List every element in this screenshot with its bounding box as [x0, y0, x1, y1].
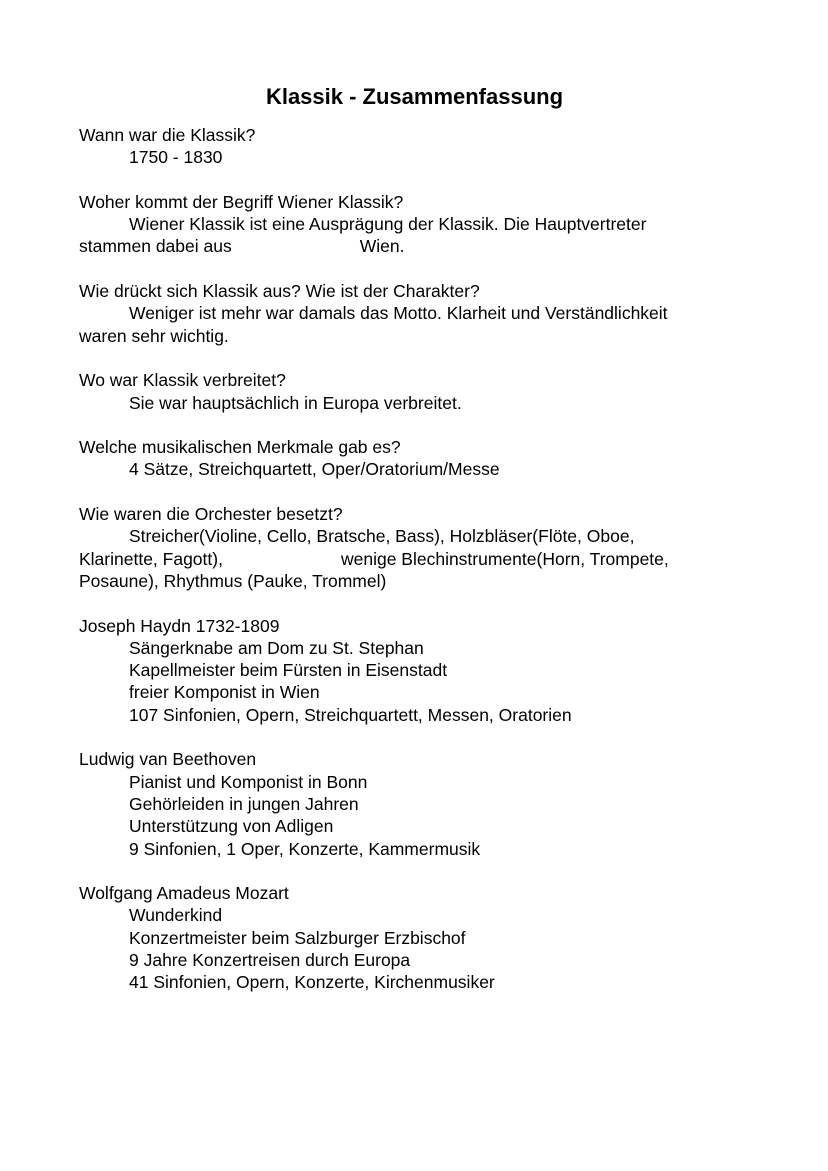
haydn-fact: Sängerknabe am Dom zu St. Stephan: [129, 637, 424, 658]
section-mozart: [79, 882, 750, 993]
mozart-fact: Konzertmeister beim Salzburger Erzbischof: [129, 927, 466, 948]
beethoven-fact: Pianist und Komponist in Bonn: [129, 771, 368, 792]
section-haydn: [79, 615, 750, 726]
answer-charakter-line1: Weniger ist mehr war damals das Motto. Klarheit und Verständlichkeit: [129, 303, 668, 324]
section-wann: [79, 124, 750, 169]
question-wann: Wann war die Klassik?: [79, 125, 256, 145]
beethoven-fact: Gehörleiden in jungen Jahren: [129, 793, 359, 814]
mozart-fact: 41 Sinfonien, Opern, Konzerte, Kirchenmusiker: [129, 972, 495, 993]
answer-verbreitung: Sie war hauptsächlich in Europa verbreitet.: [129, 392, 462, 413]
question-orchester: Wie waren die Orchester besetzt?: [79, 504, 343, 525]
mozart-fact: Wunderkind: [129, 905, 223, 926]
question-charakter: Wie drückt sich Klassik aus? Wie ist der Charakter?: [79, 281, 480, 302]
composer-heading-mozart: Wolfgang Amadeus Mozart: [79, 883, 289, 904]
answer-orchester-line2-part2: wenige Blechinstrumente(Horn, Trompete,: [340, 548, 669, 569]
composer-heading-haydn: Joseph Haydn 1732-1809: [79, 615, 280, 636]
haydn-fact: freier Komponist in Wien: [129, 682, 320, 703]
question-merkmale: Welche musikalischen Merkmale gab es?: [79, 437, 401, 458]
answer-merkmale: 4 Sätze, Streichquartett, Oper/Oratorium/Messe: [129, 459, 500, 480]
haydn-fact: Kapellmeister beim Fürsten in Eisenstadt: [129, 660, 448, 681]
haydn-fact: 107 Sinfonien, Opern, Streichquartett, Messen, Oratorien: [129, 704, 572, 725]
answer-woher-line1: Wiener Klassik ist eine Ausprägung der Klassik. Die Hauptvertreter: [129, 214, 647, 235]
answer-orchester-line3: Posaune), Rhythmus (Pauke, Trommel): [79, 570, 387, 591]
section-charakter: [79, 280, 750, 347]
page-title: Klassik - Zusammenfassung: [265, 84, 564, 109]
question-verbreitung: Wo war Klassik verbreitet?: [79, 370, 286, 391]
question-woher: Woher kommt der Begriff Wiener Klassik?: [79, 191, 404, 212]
answer-wann: 1750 - 1830: [129, 147, 223, 168]
answer-woher-line2: [79, 235, 750, 257]
answer-woher-line2-part2: Wien.: [359, 236, 405, 257]
beethoven-fact: Unterstützung von Adligen: [129, 816, 334, 837]
answer-orchester-line2: [79, 548, 750, 570]
section-woher: [79, 191, 750, 258]
beethoven-fact: 9 Sinfonien, 1 Oper, Konzerte, Kammermusik: [129, 838, 481, 859]
mozart-fact: 9 Jahre Konzertreisen durch Europa: [129, 949, 411, 970]
answer-orchester-line1: Streicher(Violine, Cello, Bratsche, Bass), Holzbläser(Flöte, Oboe,: [129, 526, 635, 547]
section-merkmale: [79, 436, 750, 481]
answer-woher-line2-part1: stammen dabei aus: [79, 236, 232, 257]
section-verbreitung: [79, 369, 750, 414]
answer-charakter-line2: waren sehr wichtig.: [79, 325, 229, 346]
section-beethoven: [79, 748, 750, 859]
composer-heading-beethoven: Ludwig van Beethoven: [79, 749, 257, 770]
answer-orchester-line2-part1: Klarinette, Fagott),: [79, 548, 223, 569]
section-orchester: [79, 503, 750, 592]
